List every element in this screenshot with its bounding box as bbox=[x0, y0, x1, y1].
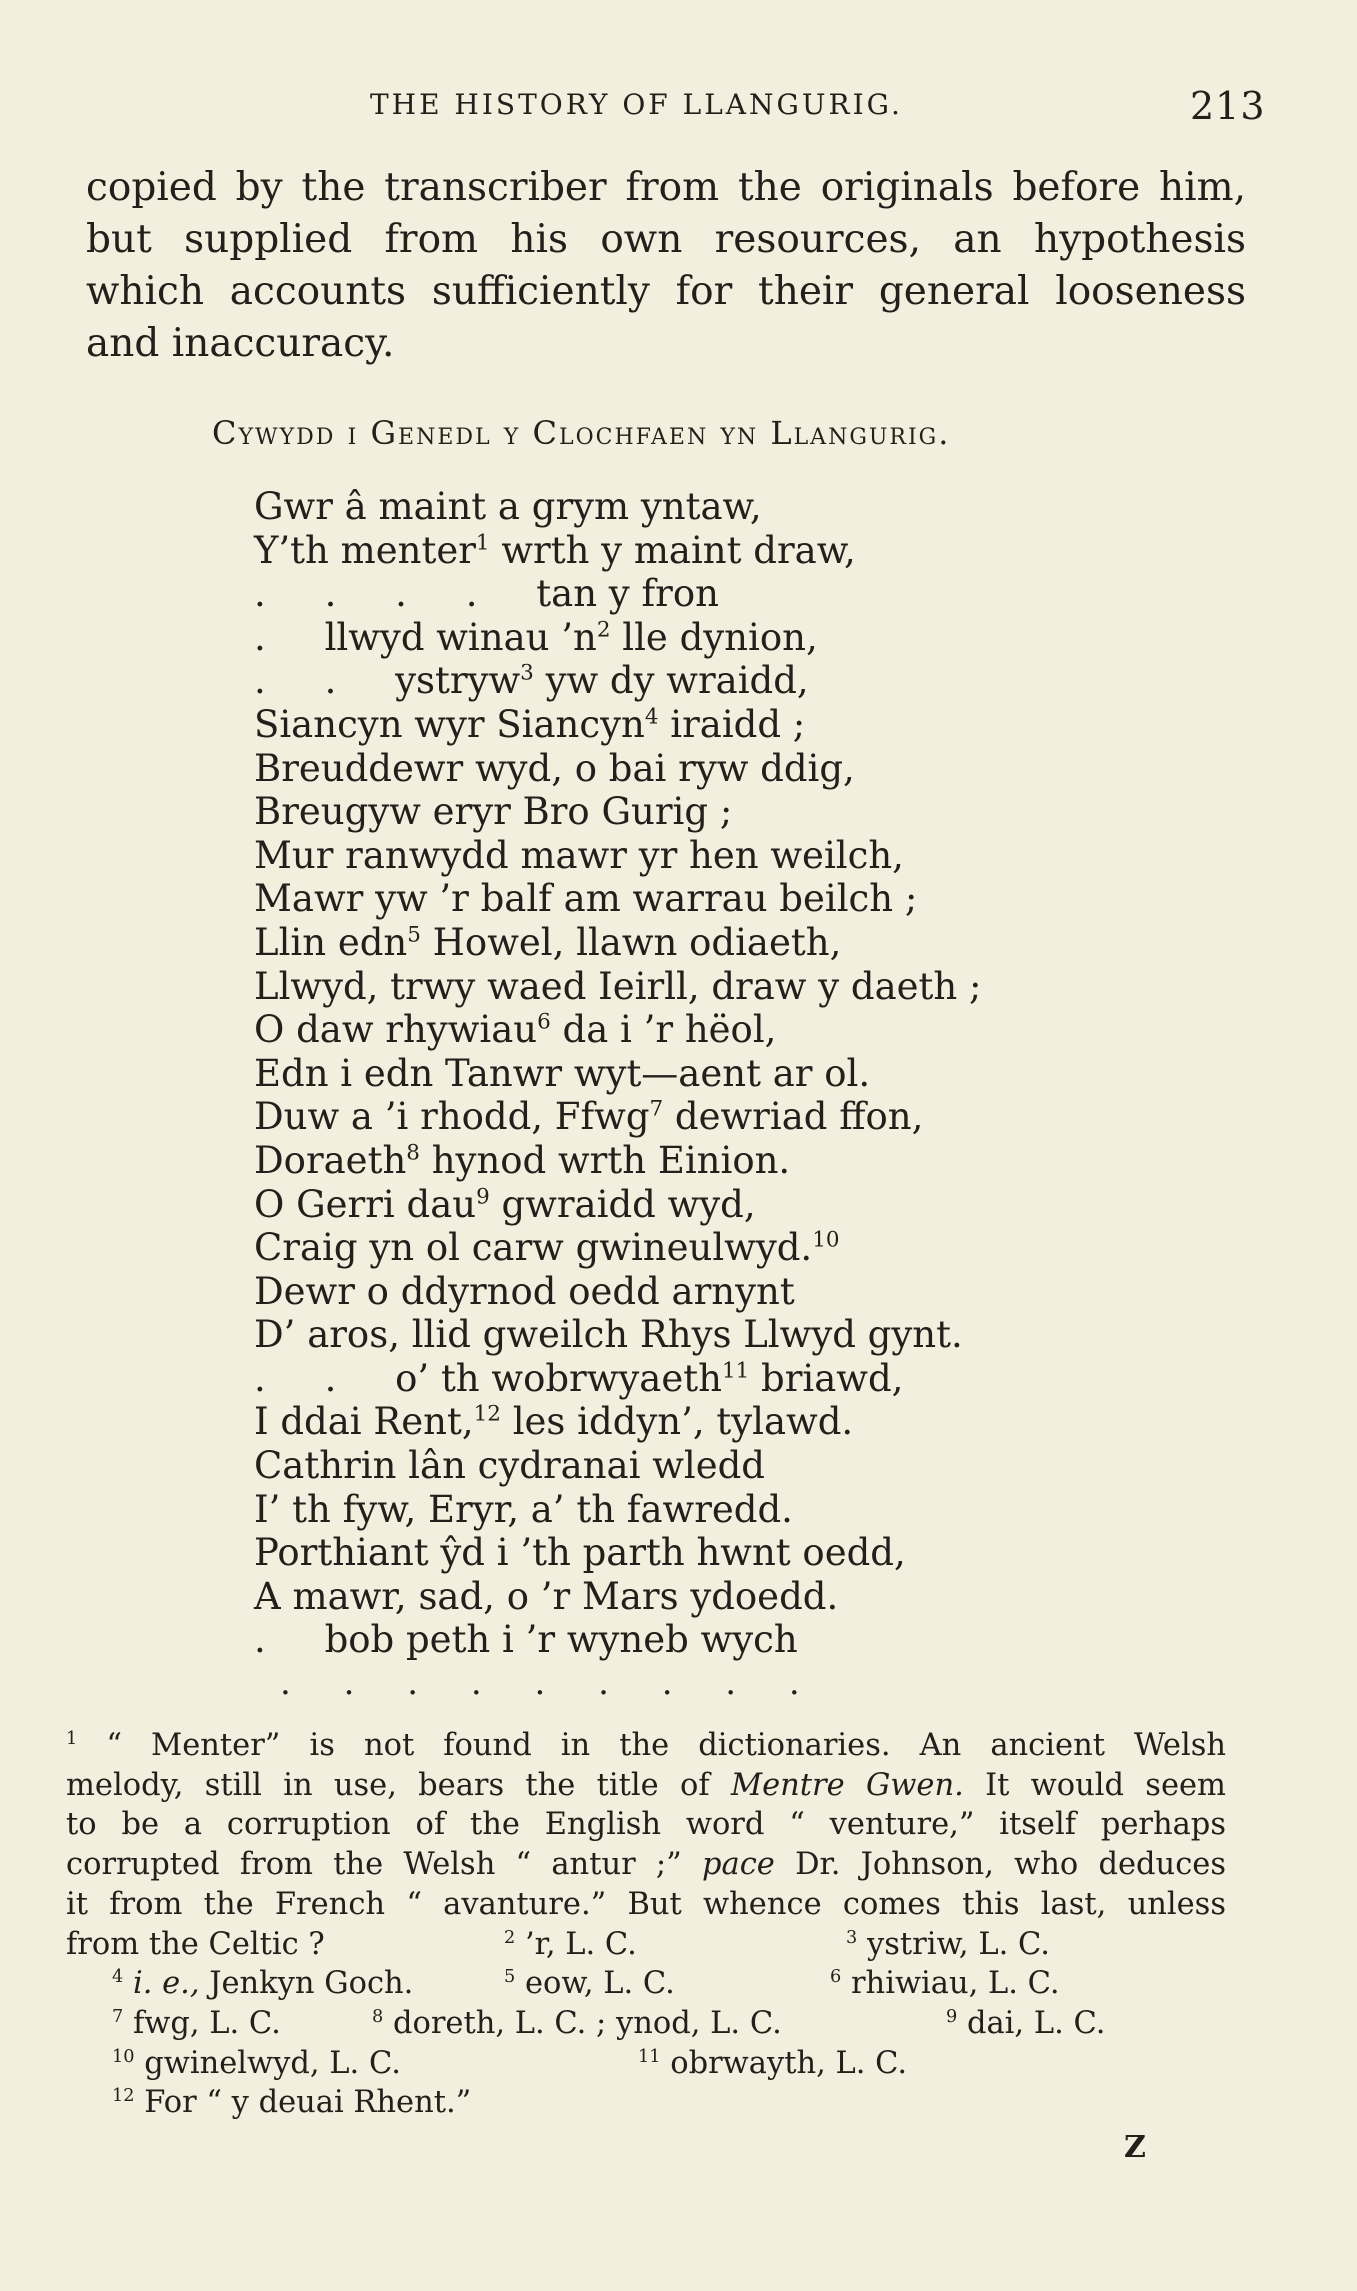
footnote-12: $^{12}$ For “ y deuai Rhent.” bbox=[112, 2085, 472, 2121]
footnote-ref: 8 bbox=[406, 1140, 420, 1166]
poem-line: Breugyw eryr Bro Gurig ; bbox=[254, 790, 733, 834]
poem-line: Porthiant ŷd i ’th parth hwnt oedd, bbox=[254, 1531, 906, 1575]
poem-line: Mawr yw ’r balf am warrau beilch ; bbox=[254, 877, 918, 921]
footnote-1-line: to be a corruption of the English word “ venture,” itself perhaps bbox=[66, 1807, 1226, 1843]
intro-line: but supplied from his own resources, an hypothesis bbox=[86, 217, 1246, 262]
footnote-ref: 7 bbox=[649, 1096, 664, 1122]
poem-line: Duw a ’i rhodd, Ffwg$^7$ dewriad ffon, bbox=[254, 1095, 924, 1139]
footnote-1-line: it from the French “ avanture.” But whence comes this last, unless bbox=[66, 1886, 1226, 1922]
footnote-5: $^5$ eow, L. C. bbox=[504, 1966, 675, 2002]
footnote-8: $^8$ doreth, L. C. ; ynod, L. C. bbox=[372, 2005, 782, 2041]
poem-line: Edn i edn Tanwr wyt—aent ar ol. bbox=[254, 1051, 871, 1095]
footnote-ref: 3 bbox=[520, 661, 534, 687]
footnote-ref: 10 bbox=[812, 1227, 840, 1253]
poem-line: Dewr o ddyrnod oedd arnynt bbox=[254, 1269, 795, 1313]
footnote-9: $^9$ dai, L. C. bbox=[946, 2005, 1106, 2041]
footnote-3: $^3$ ystriw, L. C. bbox=[846, 1926, 1050, 1962]
page-number: 213 bbox=[1190, 84, 1266, 128]
poem-line: Y’th menter$^1$ wrth y maint draw, bbox=[254, 528, 856, 572]
poem-body bbox=[254, 485, 981, 1662]
poem-title: Cywydd i Genedl y Clochfaen yn Llangurig. bbox=[212, 414, 951, 452]
footnote-row bbox=[66, 1964, 1226, 2004]
poem-line: A mawr, sad, o ’r Mars ydoedd. bbox=[254, 1574, 839, 1618]
poem-line: . bob peth i ’r wyneb wych bbox=[254, 1618, 798, 1662]
footnote-ref: 1 bbox=[475, 530, 490, 556]
poem-line: Llin edn$^5$ Howel, llawn odiaeth, bbox=[254, 920, 842, 964]
poem-line: Siancyn wyr Siancyn$^4$ iraidd ; bbox=[254, 702, 806, 746]
melody-title: Mentre Gwen. bbox=[730, 1767, 964, 1803]
footnote-2: $^2$ ’r, L. C. bbox=[504, 1926, 637, 1962]
intro-line: which accounts sufficiently for their general looseness bbox=[86, 269, 1246, 314]
poem-line: Cathrin lân cydranai wledd bbox=[254, 1444, 765, 1488]
footnote-10: $^{10}$ gwinelwyd, L. C. bbox=[112, 2045, 401, 2081]
footnote-ref: 12 bbox=[473, 1402, 501, 1428]
footnote-7: $^7$ fwg, L. C. bbox=[112, 2005, 281, 2041]
footnote-ref: 4 bbox=[644, 704, 659, 730]
footnote-row bbox=[66, 2004, 1226, 2044]
poem-line: Gwr â maint a grym yntaw, bbox=[254, 485, 762, 528]
footnote-1-line: melody, still in use, bears the title of Mentre Gwen. It would seem bbox=[66, 1767, 1226, 1803]
running-title: THE HISTORY OF LLANGURIG. bbox=[370, 88, 903, 121]
footnote-ref: 11 bbox=[721, 1358, 750, 1384]
poem-line: D’ aros, llid gweilch Rhys Llwyd gynt. bbox=[254, 1313, 963, 1357]
poem-line: Doraeth$^8$ hynod wrth Einion. bbox=[254, 1138, 791, 1182]
footnote-ref: 6 bbox=[537, 1009, 551, 1035]
intro-line: and inaccuracy. bbox=[86, 321, 395, 366]
poem-line: Craig yn ol carw gwineulwyd.$^{10}$ bbox=[254, 1226, 840, 1270]
poem-line: . . ystryw$^3$ yw dy wraidd, bbox=[254, 659, 809, 703]
poem-line: I’ th fyw, Eryr, a’ th fawredd. bbox=[254, 1487, 793, 1531]
poem-line: O Gerri dau$^9$ gwraidd wyd, bbox=[254, 1182, 756, 1226]
poem-ellipsis: . . . . . . . . . bbox=[280, 1663, 800, 1703]
poem-line: . . o’ th wobrwyaeth$^{11}$ briawd, bbox=[254, 1356, 904, 1400]
poem-line: O daw rhywiau$^6$ da i ’r hëol, bbox=[254, 1008, 777, 1052]
footnote-row bbox=[66, 2044, 1226, 2084]
poem-line: . llwyd winau $’n^2$ lle dynion, bbox=[254, 615, 818, 659]
poem-line: Mur ranwydd mawr yr hen weilch, bbox=[254, 833, 904, 877]
intro-line: copied by the transcriber from the originals before him, bbox=[86, 165, 1246, 210]
poem-line: . . . . tan y fron bbox=[254, 572, 719, 616]
footnote-4: $^4$ i. e., Jenkyn Goch. bbox=[112, 1966, 414, 2002]
footnote-row: from the Celtic ? $^2$ ’r, L. C. $^3$ ystriw, L. C. bbox=[66, 1925, 1226, 1965]
poem-line: Breuddewr wyd, o bai ryw ddig, bbox=[254, 746, 855, 790]
poem-line: I ddai Rent,$^{12}$ les iddyn’, tylawd. bbox=[254, 1400, 854, 1444]
footnote-6: $^6$ rhiwiau, L. C. bbox=[830, 1966, 1060, 2002]
page-header bbox=[0, 84, 1357, 134]
footnote-ref: 2 bbox=[596, 617, 611, 643]
poem-line: Llwyd, trwy waed Ieirll, draw y daeth ; bbox=[254, 964, 982, 1008]
footnote-ref: 5 bbox=[407, 922, 421, 948]
signature-mark: Z bbox=[1124, 2130, 1146, 2165]
footnote-11: $^{11}$ obrwayth, L. C. bbox=[638, 2045, 908, 2081]
footnote-number: 1 bbox=[66, 1728, 78, 1749]
footnotes bbox=[66, 1726, 1226, 2123]
intro-paragraph bbox=[86, 162, 1246, 370]
footnote-ref: 9 bbox=[476, 1184, 490, 1210]
footnote-1-line: corrupted from the Welsh “ antur ;” pace Dr. Johnson, who deduces bbox=[66, 1847, 1226, 1883]
footnote-1-line: $^1$ “ Menter” is not found in the dictionaries. An ancient Welsh bbox=[66, 1728, 1226, 1763]
